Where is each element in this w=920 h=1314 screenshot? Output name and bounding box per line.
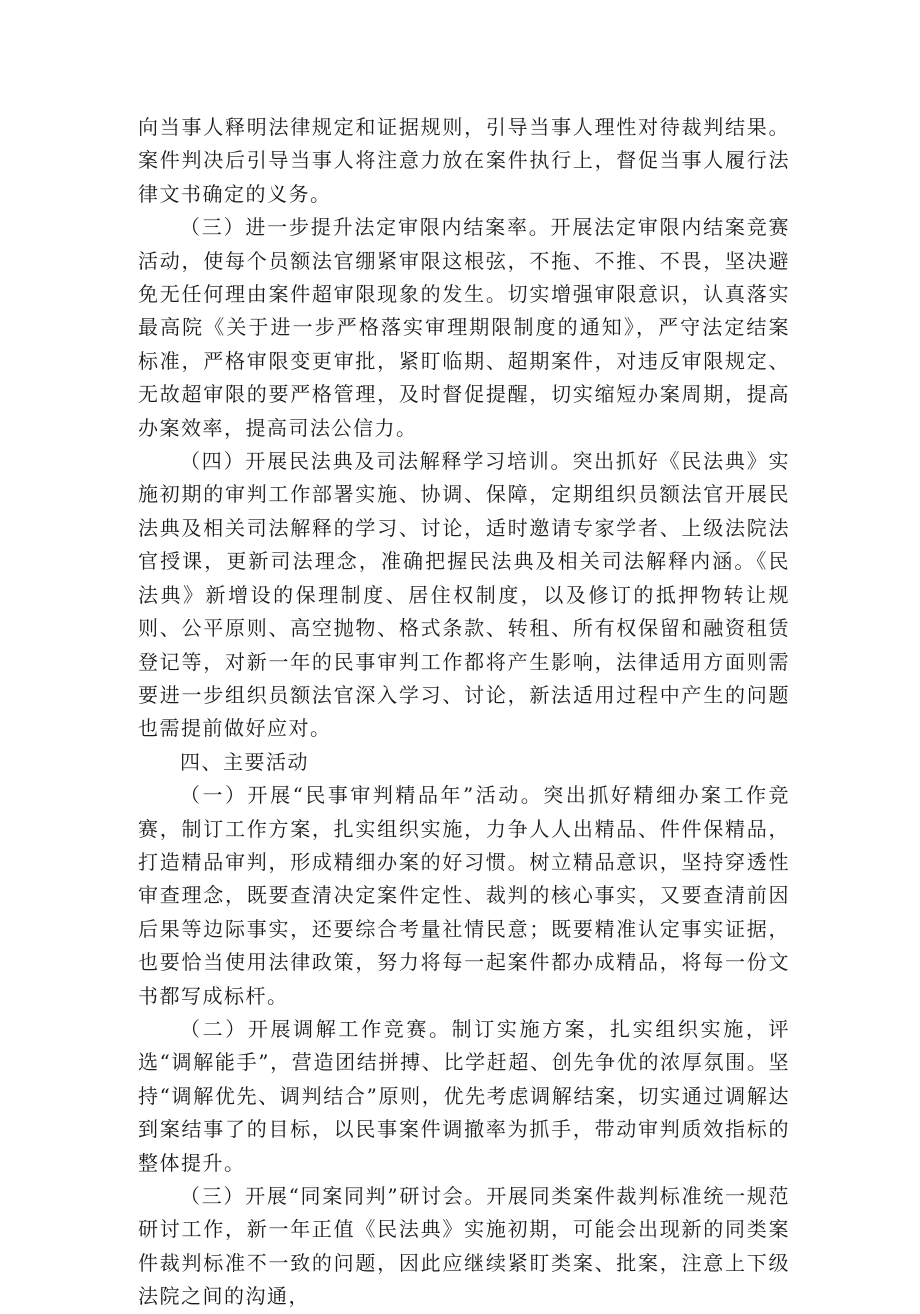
paragraph-continuation: 向当事人释明法律规定和证据规则，引导当事人理性对待裁判结果。案件判决后引导当事人将注意力放在案件执行上，督促当事人履行法律文书确定的义务。 [138, 115, 790, 206]
paragraph-mediation-contest: （二）开展调解工作竞赛。制订实施方案，扎实组织实施，评选“调解能手”，营造团结拼搏、比学赶超、创先争优的浓厚氛围。坚持“调解优先、调判结合”原则，优先考虑调解结案，切实通过调解达到案结事了的目标，以民事案件调撤率为抓手，带动审判质效指标的整体提升。 [138, 1016, 790, 1175]
paragraph-civil-code-training: （四）开展民法典及司法解释学习培训。突出抓好《民法典》实施初期的审判工作部署实施、协调、保障，定期组织员额法官开展民法典及相关司法解释的学习、讨论，适时邀请专家学者、上级法院法官授课，更新司法理念，准确把握民法典及相关司法解释内涵。《民法典》新增设的保理制度、居住权制度，以及修订的抵押物转让规则、公平原则、高空抛物、格式条款、转租、所有权保留和融资租赁登记等，对新一年的民事审判工作都将产生影响，法律适用方面则需要进一步组织员额法官深入学习、讨论，新法适用过程中产生的问题也需提前做好应对。 [138, 449, 790, 741]
paragraph-quality-year: （一）开展“民事审判精品年”活动。突出抓好精细办案工作竞赛，制订工作方案，扎实组织实施，力争人人出精品、件件保精品，打造精品审判，形成精细办案的好习惯。树立精品意识，坚持穿透性审查理念，既要查清决定案件定性、裁判的核心事实，又要查清前因后果等边际事实，还要综合考量社情民意；既要精准认定事实证据，也要恰当使用法律政策，努力将每一起案件都办成精品，将每一份文书都写成标杆。 [138, 783, 790, 1008]
paragraph-same-case-seminar: （三）开展“同案同判”研讨会。开展同类案件裁判标准统一规范研讨工作，新一年正值《民法典》实施初期，可能会出现新的同类案件裁判标准不一致的问题，因此应继续紧盯类案、批案，注意上下级法院之间的沟通， [138, 1184, 790, 1309]
section-heading-main-activities: 四、主要活动 [180, 749, 309, 774]
paragraph-trial-deadline: （三）进一步提升法定审限内结案率。开展法定审限内结案竞赛活动，使每个员额法官绷紧审限这根弦，不拖、不推、不畏，坚决避免无任何理由案件超审限现象的发生。切实增强审限意识，认真落实最高院《关于进一步严格落实审理期限制度的通知》，严守法定结案标准，严格审限变更审批，紧盯临期、超期案件，对违反审限规定、无故超审限的要严格管理，及时督促提醒，切实缩短办案周期，提高办案效率，提高司法公信力。 [138, 215, 790, 440]
document-page [138, 111, 790, 1314]
